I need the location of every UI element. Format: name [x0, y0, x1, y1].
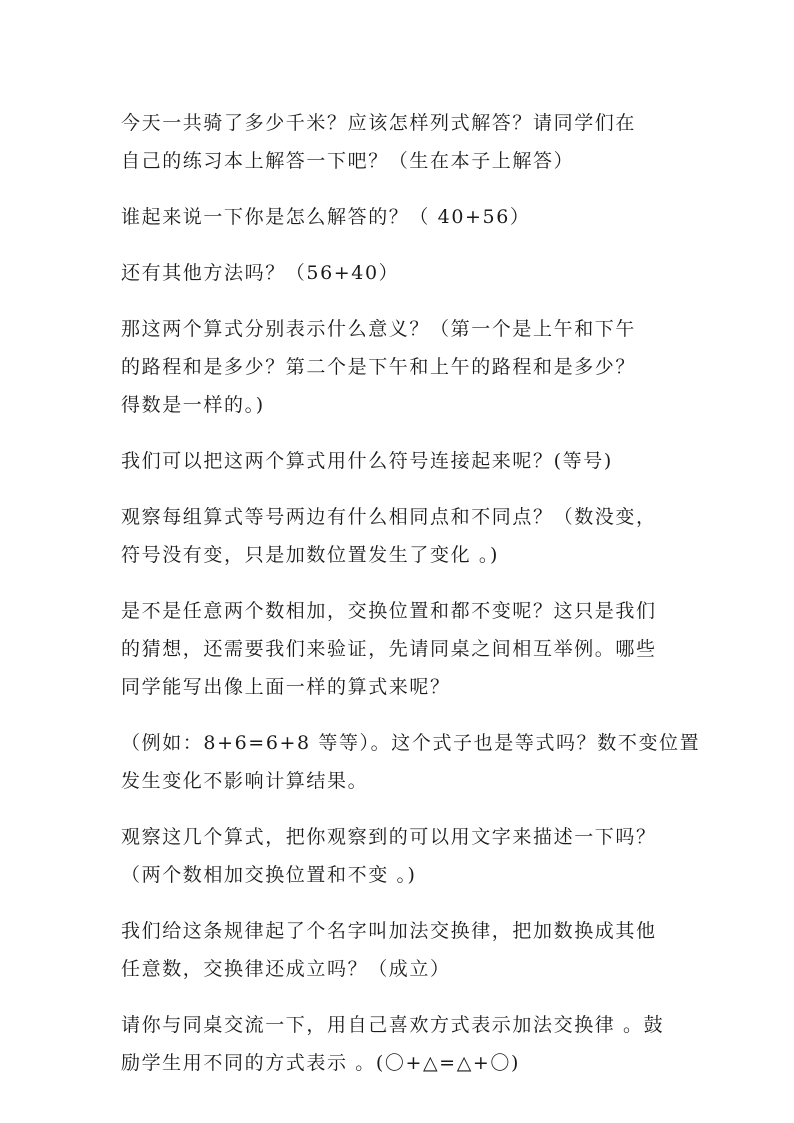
text-line: 得数是一样的。): [121, 394, 265, 416]
text-line: （两个数相加交换位置和不变 。): [121, 864, 417, 886]
document-body: [121, 104, 701, 1100]
paragraph-3: [121, 254, 691, 292]
text-line: 谁起来说一下你是怎么解答的？（ 40+56）: [121, 206, 531, 228]
text-line: 的路程和是多少？第二个是下午和上午的路程和是多少？: [121, 356, 637, 378]
text-line: 请你与同桌交流一下，用自己喜欢方式表示加法交换律 。鼓: [121, 1014, 665, 1036]
paragraph-9: [121, 818, 691, 894]
paragraph-1: [121, 104, 691, 180]
paragraph-6: [121, 498, 691, 574]
text-line: 符号没有变，只是加数位置发生了变化 。): [121, 544, 499, 566]
text-line: 那这两个算式分别表示什么意义？（第一个是上午和下午: [121, 318, 637, 340]
text-line: 是不是任意两个数相加，交换位置和都不变呢？这只是我们: [121, 600, 657, 622]
paragraph-2: [121, 198, 691, 236]
text-line: 发生变化不影响计算结果。: [121, 770, 369, 792]
text-line: 励学生用不同的方式表示 。(〇+△=△+〇): [121, 1052, 521, 1074]
text-line: 观察这几个算式，把你观察到的可以用文字来描述一下吗？: [121, 826, 657, 848]
text-line: 自己的练习本上解答一下吧？（生在本子上解答）: [121, 150, 575, 172]
paragraph-5: [121, 442, 691, 480]
text-line: 任意数，交换律还成立吗？（成立）: [121, 958, 451, 980]
paragraph-11: [121, 1006, 691, 1082]
text-line: 今天一共骑了多少千米？应该怎样列式解答？请同学们在: [121, 112, 637, 134]
text-line: 我们给这条规律起了个名字叫加法交换律，把加数换成其他: [121, 920, 657, 942]
text-line: 同学能写出像上面一样的算式来呢？: [121, 676, 451, 698]
paragraph-8: [121, 724, 701, 800]
paragraph-4: [121, 310, 691, 424]
paragraph-10: [121, 912, 691, 988]
paragraph-7: [121, 592, 691, 706]
text-line: 的猜想，还需要我们来验证，先请同桌之间相互举例。哪些: [121, 638, 657, 660]
text-line: （例如：8+6=6+8 等等）。这个式子也是等式吗？数不变位置: [121, 732, 701, 754]
text-line: 还有其他方法吗？（56+40）: [121, 262, 400, 284]
text-line: 我们可以把这两个算式用什么符号连接起来呢？(等号): [121, 450, 613, 472]
text-line: 观察每组算式等号两边有什么相同点和不同点？（数没变，: [121, 506, 657, 528]
